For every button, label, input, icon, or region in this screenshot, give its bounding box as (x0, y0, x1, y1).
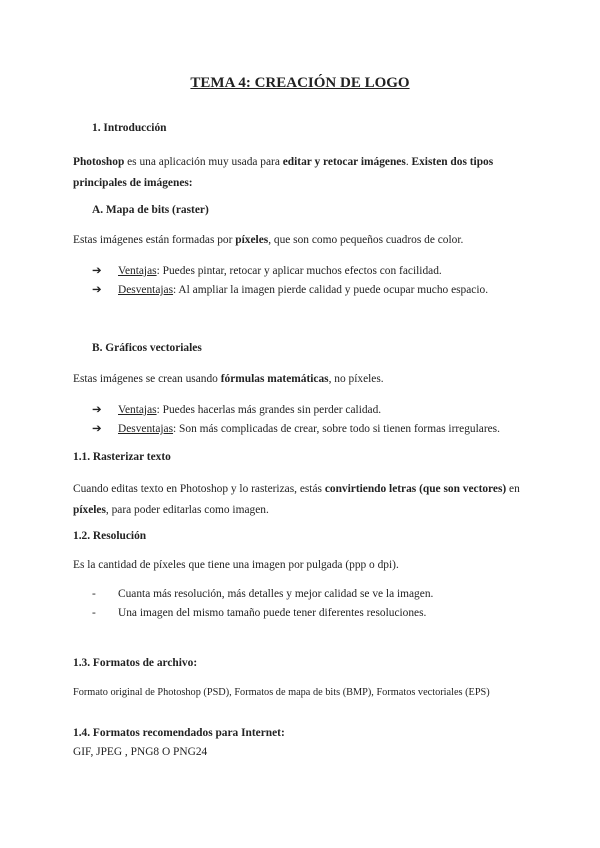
raster-bullet-ventajas (92, 263, 442, 277)
resolucion-bullet-1 (92, 588, 433, 600)
vector-bullet-desventajas (92, 421, 500, 435)
rasterizar-bold-1: convirtiendo letras (que son vectores) (324, 483, 507, 495)
bullet-text: : Son más complicadas de crear, sobre todo si tienen formas irregulares. (173, 423, 500, 435)
dash-bullet: - (92, 588, 96, 600)
bullet-text: Cuanta más resolución, más detalles y mejor calidad se ve la imagen. (118, 588, 434, 600)
arrow-right-icon: ➔ (92, 404, 102, 416)
heading-mapa-de-bits: A. Mapa de bits (raster) (92, 204, 209, 216)
resolucion-bullet-2 (92, 607, 426, 619)
intro-text-2: . (405, 156, 412, 168)
formatos-internet-text: GIF, JPEG , PNG8 O PNG24 (73, 746, 208, 758)
heading-formatos-internet: 1.4. Formatos recomendados para Internet: (73, 727, 285, 739)
vector-paragraph (73, 373, 384, 385)
intro-text-1: es una aplicación muy usada para (124, 156, 283, 168)
vector-text-1: Estas imágenes se crean usando (73, 373, 221, 385)
bullet-text: : Puedes pintar, retocar y aplicar muchos efectos con facilidad. (156, 265, 442, 277)
intro-bold-tipos: Existen dos tipos principales de imágenes: (73, 156, 494, 189)
resolucion-paragraph: Es la cantidad de píxeles que tiene una imagen por pulgada (ppp o dpi). (73, 559, 399, 571)
raster-text-2: , que son como pequeños cuadros de color. (268, 234, 464, 246)
dash-bullet: - (92, 607, 96, 619)
heading-introduccion: 1. Introducción (92, 122, 167, 134)
rasterizar-text-2: en (506, 483, 520, 495)
rasterizar-text-3: , para poder editarlas como imagen. (105, 504, 269, 516)
vector-bold-formulas: fórmulas matemáticas (220, 373, 329, 385)
rasterizar-bold-2: píxeles (73, 504, 106, 516)
arrow-right-icon: ➔ (92, 265, 102, 277)
bullet-text: Una imagen del mismo tamaño puede tener diferentes resoluciones. (118, 607, 427, 619)
rasterizar-text-1: Cuando editas texto en Photoshop y lo rasterizas, estás (73, 483, 325, 495)
raster-paragraph (73, 234, 463, 246)
vector-text-2: , no píxeles. (328, 373, 384, 385)
raster-bullet-desventajas (92, 282, 488, 296)
heading-resolucion: 1.2. Resolución (73, 530, 147, 542)
bullet-label: Ventajas (118, 404, 157, 416)
heading-graficos-vectoriales: B. Gráficos vectoriales (92, 342, 202, 354)
bullet-text: : Al ampliar la imagen pierde calidad y puede ocupar mucho espacio. (173, 284, 489, 296)
intro-paragraph (73, 152, 543, 194)
formatos-archivo-text: Formato original de Photoshop (PSD), Formatos de mapa de bits (BMP), Formatos vectoriales (EPS) (73, 687, 490, 698)
intro-bold-editar: editar y retocar imágenes (282, 156, 406, 168)
arrow-right-icon: ➔ (92, 423, 102, 435)
bullet-label: Ventajas (118, 265, 157, 277)
arrow-right-icon: ➔ (92, 284, 102, 296)
heading-rasterizar-texto: 1.1. Rasterizar texto (73, 451, 171, 463)
bullet-label: Desventajas (118, 284, 174, 296)
vector-bullet-ventajas (92, 402, 381, 416)
intro-bold-photoshop: Photoshop (73, 156, 125, 168)
heading-formatos-archivo: 1.3. Formatos de archivo: (73, 657, 198, 669)
bullet-text: : Puedes hacerlas más grandes sin perder calidad. (156, 404, 382, 416)
bullet-label: Desventajas (118, 423, 174, 435)
raster-text-1: Estas imágenes están formadas por (73, 234, 236, 246)
rasterizar-paragraph (73, 479, 543, 521)
raster-bold-pixeles: píxeles (235, 234, 269, 246)
page-title: TEMA 4: CREACIÓN DE LOGO (190, 75, 410, 91)
